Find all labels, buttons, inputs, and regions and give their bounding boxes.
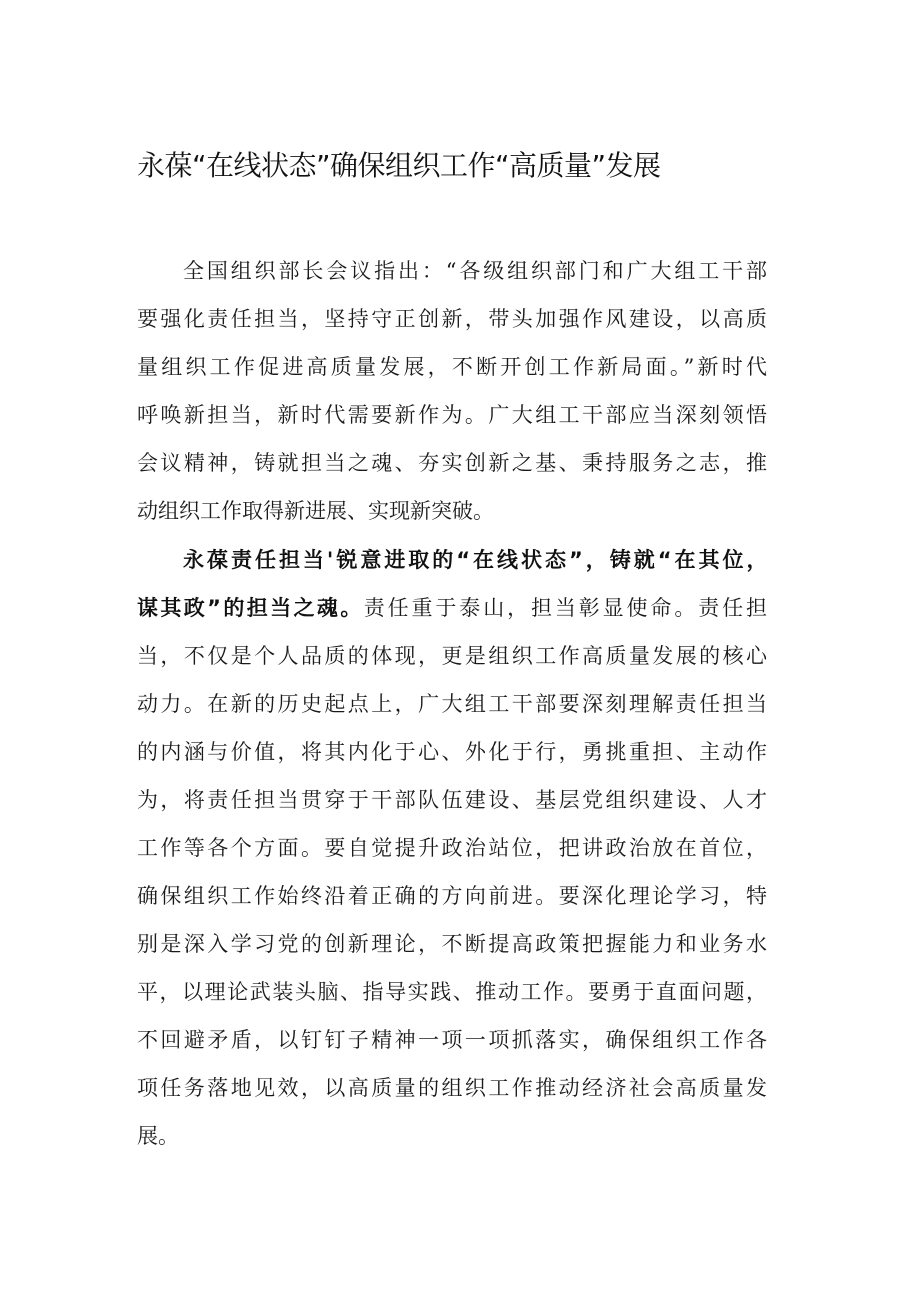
paragraph-1-line: 呼唤新担当，新时代需要新作为。广大组工干部应当深刻领悟 [137, 403, 767, 427]
paragraph-1-line: 动组织工作取得新进展、实现新突破。 [137, 499, 494, 523]
paragraph-1-line: 要强化责任担当，坚持守正创新，带头加强作风建设，以高质 [137, 307, 767, 331]
paragraph-2-line-mixed [137, 584, 767, 632]
paragraph-1-line: 量组织工作促进高质量发展，不断开创工作新局面。”新时代 [137, 355, 767, 379]
paragraph-1-line: 全国组织部长会议指出：“各级组织部门和广大组工干部 [183, 259, 767, 283]
document-title: 永葆“在线状态”确保组织工作“高质量”发展 [137, 149, 661, 182]
paragraph-2-line: 动力。在新的历史起点上，广大组工干部要深刻理解责任担当 [137, 692, 767, 716]
paragraph-2-line: 平，以理论武装头脑、指导实践、推动工作。要勇于直面问题， [137, 980, 767, 1004]
paragraph-2-line: 确保组织工作始终沿着正确的方向前进。要深化理论学习，特 [137, 884, 767, 908]
paragraph-2-line-rest: 责任重于泰山，担当彰显使命。责任担 [363, 596, 768, 620]
paragraph-2-line: 项任务落地见效，以高质量的组织工作推动经济社会高质量发 [137, 1076, 767, 1100]
paragraph-2-lead-heading-end: 谋其政”的担当之魂。 [137, 596, 364, 620]
paragraph-2-line: 当，不仅是个人品质的体现，更是组织工作高质量发展的核心 [137, 644, 767, 668]
paragraph-2-line: 工作等各个方面。要自觉提升政治站位，把讲政治放在首位， [137, 836, 767, 860]
paragraph-1-line: 会议精神，铸就担当之魂、夯实创新之基、秉持服务之志，推 [137, 451, 767, 475]
paragraph-2-line: 展。 [137, 1124, 179, 1148]
paragraph-2-line: 为，将责任担当贯穿于干部队伍建设、基层党组织建设、人才 [137, 788, 767, 812]
paragraph-2-lead-heading: 永葆责任担当'锐意进取的“在线状态”，铸就“在其位， [183, 548, 767, 572]
paragraph-2-line: 不回避矛盾，以钉钉子精神一项一项抓落实，确保组织工作各 [137, 1028, 767, 1052]
paragraph-2-line: 别是深入学习党的创新理论，不断提高政策把握能力和业务水 [137, 932, 767, 956]
paragraph-2-line: 的内涵与价值，将其内化于心、外化于行，勇挑重担、主动作 [137, 740, 767, 764]
